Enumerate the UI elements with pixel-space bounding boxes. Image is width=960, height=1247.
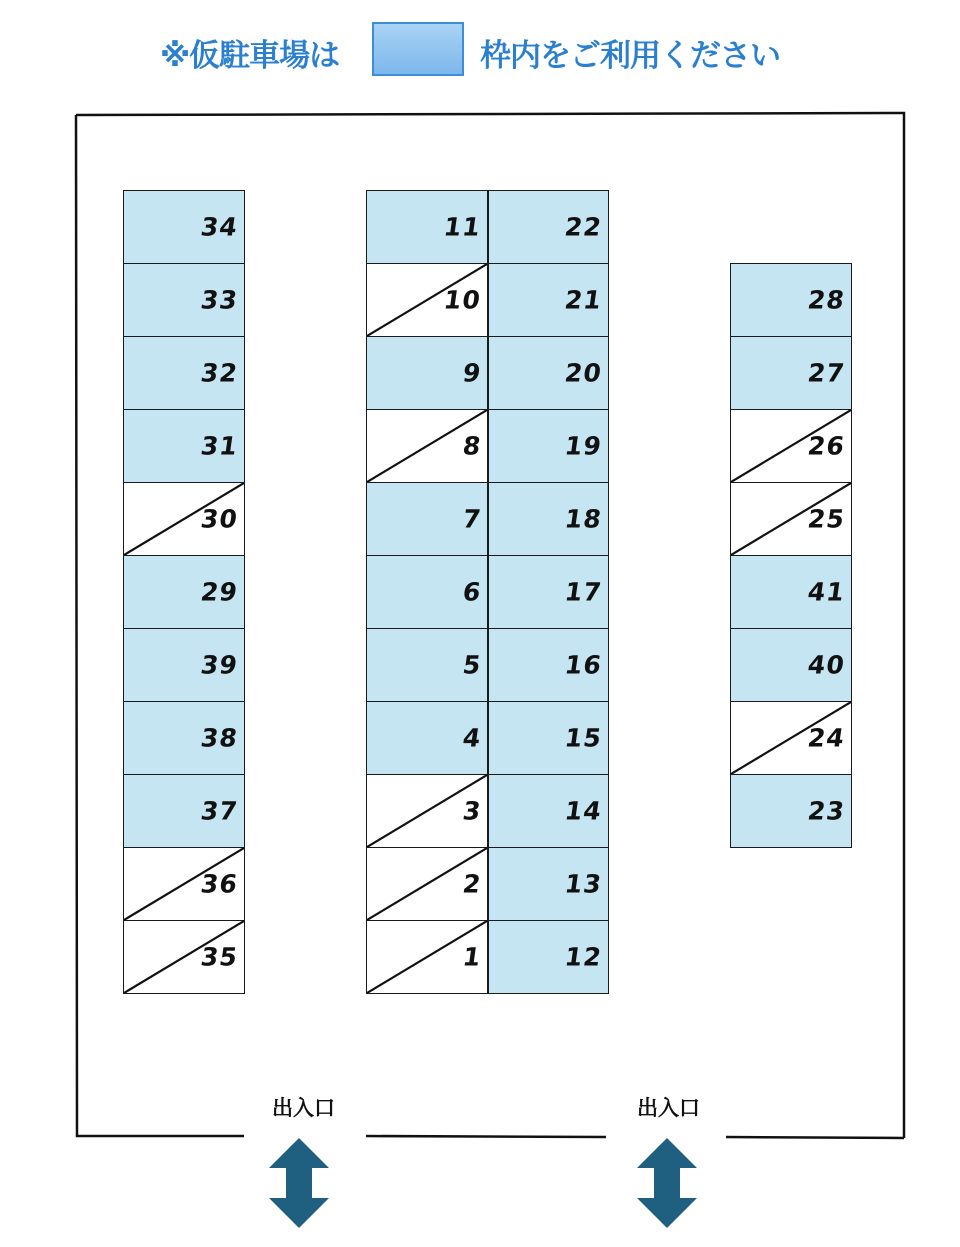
parking-stall xyxy=(366,482,488,556)
parking-stall xyxy=(123,482,245,556)
parking-stall xyxy=(730,555,852,629)
parking-stall xyxy=(730,409,852,483)
stall-number: 32 xyxy=(199,358,241,388)
parking-stall xyxy=(488,336,609,410)
parking-stall xyxy=(123,628,245,702)
stall-number: 33 xyxy=(199,285,241,315)
parking-stall xyxy=(366,847,488,921)
stall-number: 40 xyxy=(806,650,848,680)
entrance-arrow-right-icon xyxy=(636,1138,698,1228)
parking-stall xyxy=(488,555,609,629)
parking-stall xyxy=(488,482,609,556)
stall-number: 3 xyxy=(460,796,484,826)
parking-stall xyxy=(488,847,609,921)
stall-number: 23 xyxy=(806,796,848,826)
parking-stall xyxy=(730,701,852,775)
parking-stall xyxy=(123,263,245,337)
stall-number: 10 xyxy=(442,285,484,315)
parking-stall xyxy=(488,774,609,848)
double-arrow-shape xyxy=(637,1138,697,1228)
parking-stall xyxy=(366,920,488,994)
parking-stall xyxy=(366,263,488,337)
parking-stall xyxy=(730,263,852,337)
stall-number: 41 xyxy=(806,577,848,607)
stall-number: 34 xyxy=(199,212,241,242)
stall-number: 28 xyxy=(806,285,848,315)
stall-number: 5 xyxy=(460,650,484,680)
stall-number: 12 xyxy=(563,942,605,972)
entrance-label-right: 出入口 xyxy=(637,1096,700,1120)
stall-number: 8 xyxy=(460,431,484,461)
parking-stall xyxy=(366,555,488,629)
parking-stall xyxy=(123,336,245,410)
stall-number: 24 xyxy=(806,723,848,753)
stall-number: 9 xyxy=(460,358,484,388)
stall-number: 15 xyxy=(563,723,605,753)
stall-number: 35 xyxy=(199,942,241,972)
stall-number: 6 xyxy=(460,577,484,607)
parking-stall xyxy=(488,190,609,264)
stall-number: 7 xyxy=(460,504,484,534)
parking-stall xyxy=(488,263,609,337)
parking-stall xyxy=(366,190,488,264)
lot-outline-bottom-right xyxy=(726,1137,904,1138)
stall-number: 22 xyxy=(563,212,605,242)
entrance-arrow-left-icon xyxy=(268,1138,330,1228)
parking-stall xyxy=(488,628,609,702)
double-arrow-shape xyxy=(269,1138,329,1228)
parking-stall xyxy=(123,774,245,848)
parking-stall xyxy=(123,701,245,775)
parking-stall xyxy=(366,628,488,702)
stall-number: 26 xyxy=(806,431,848,461)
stall-number: 1 xyxy=(460,942,484,972)
entrance-label-left: 出入口 xyxy=(272,1096,335,1120)
stall-number: 17 xyxy=(563,577,605,607)
parking-stall xyxy=(123,409,245,483)
stall-number: 18 xyxy=(563,504,605,534)
stall-number: 20 xyxy=(563,358,605,388)
parking-stall xyxy=(366,774,488,848)
parking-stall xyxy=(730,336,852,410)
parking-stall xyxy=(730,774,852,848)
parking-stall xyxy=(730,482,852,556)
stall-number: 39 xyxy=(199,650,241,680)
parking-stall xyxy=(488,701,609,775)
parking-stall xyxy=(366,409,488,483)
stall-number: 2 xyxy=(460,869,484,899)
stall-number: 27 xyxy=(806,358,848,388)
stall-number: 4 xyxy=(460,723,484,753)
parking-stall xyxy=(730,628,852,702)
stall-number: 16 xyxy=(563,650,605,680)
parking-stall xyxy=(123,555,245,629)
stall-number: 11 xyxy=(442,212,484,242)
parking-stall xyxy=(488,920,609,994)
stall-number: 37 xyxy=(199,796,241,826)
stall-number: 29 xyxy=(199,577,241,607)
parking-stall xyxy=(366,701,488,775)
lot-outline-bottom-middle xyxy=(366,1136,606,1137)
stall-number: 13 xyxy=(563,869,605,899)
parking-stall xyxy=(123,847,245,921)
stall-number: 21 xyxy=(563,285,605,315)
stall-number: 30 xyxy=(199,504,241,534)
stall-number: 36 xyxy=(199,869,241,899)
legend-text-start: ※仮駐車場は xyxy=(160,38,340,74)
stall-number: 19 xyxy=(563,431,605,461)
parking-stall xyxy=(488,409,609,483)
stall-number: 31 xyxy=(199,431,241,461)
stall-number: 38 xyxy=(199,723,241,753)
parking-stall xyxy=(123,190,245,264)
stall-number: 14 xyxy=(563,796,605,826)
parking-stall xyxy=(366,336,488,410)
stall-number: 25 xyxy=(806,504,848,534)
legend-text-end: 枠内をご利用ください xyxy=(480,38,780,74)
parking-stall xyxy=(123,920,245,994)
